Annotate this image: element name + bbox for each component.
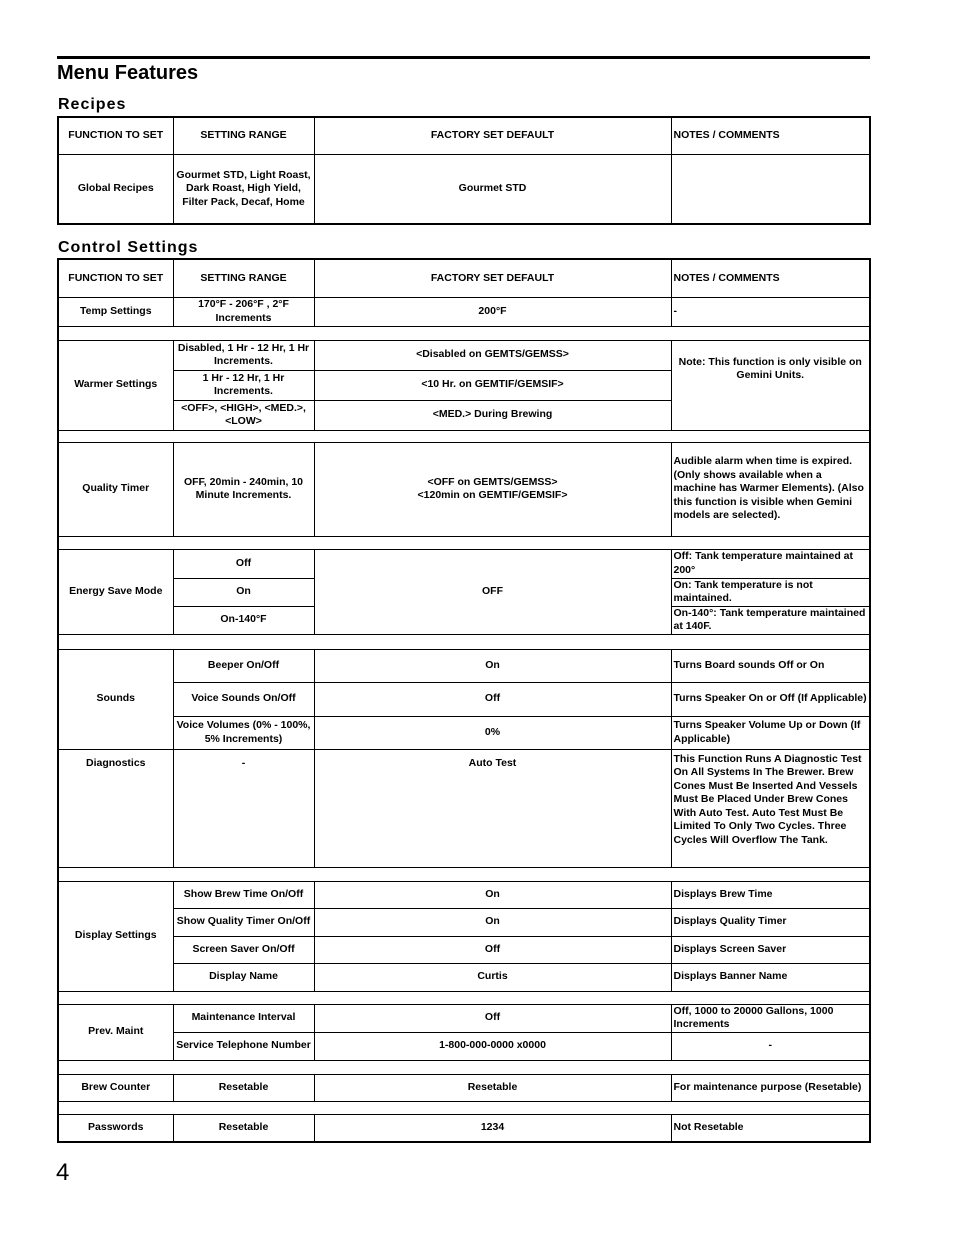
- default-line: <120min on GEMTIF/GEMSIF>: [417, 489, 568, 501]
- default-line: <OFF on GEMTS/GEMSS>: [427, 475, 558, 488]
- factory-default-cell: Off: [314, 682, 671, 716]
- setting-range-cell: On-140°F: [173, 606, 314, 634]
- header-factory-set-default: FACTORY SET DEFAULT: [314, 117, 671, 154]
- function-cell: Diagnostics: [58, 749, 173, 867]
- notes-cell: Displays Quality Timer: [671, 908, 870, 936]
- table-subrow: [58, 1032, 870, 1060]
- setting-range-cell: Beeper On/Off: [173, 649, 314, 682]
- notes-cell: Turns Board sounds Off or On: [671, 649, 870, 682]
- table-row-energy-save-mode: [58, 549, 870, 578]
- table-row-prev-maint: [58, 1004, 870, 1032]
- setting-range-cell: On: [173, 578, 314, 606]
- factory-default-cell: [314, 442, 671, 536]
- factory-default-cell: 0%: [314, 716, 671, 749]
- spacer-row: [58, 1101, 870, 1114]
- notes-cell: Off, 1000 to 20000 Gallons, 1000 Increments: [671, 1004, 870, 1032]
- function-cell: Display Settings: [58, 881, 173, 991]
- setting-range-cell: Screen Saver On/Off: [173, 936, 314, 963]
- spacer-cell: [58, 326, 870, 340]
- spacer-cell: [58, 1101, 870, 1114]
- factory-default-cell: OFF: [314, 549, 671, 634]
- setting-range-cell: Voice Sounds On/Off: [173, 682, 314, 716]
- table-row-warmer-settings: [58, 340, 870, 370]
- header-notes-comments: NOTES / COMMENTS: [671, 117, 870, 154]
- notes-cell: Off: Tank temperature maintained at 200°: [671, 549, 870, 578]
- table-subrow: [58, 716, 870, 749]
- factory-default-cell: <10 Hr. on GEMTIF/GEMSIF>: [314, 370, 671, 400]
- spacer-cell: [58, 991, 870, 1004]
- setting-range-cell: Resetable: [173, 1114, 314, 1142]
- notes-cell: On: Tank temperature is not maintained.: [671, 578, 870, 606]
- spacer-cell: [58, 1060, 870, 1074]
- factory-default-cell: Off: [314, 1004, 671, 1032]
- notes-cell: -: [671, 297, 870, 326]
- table-subrow: [58, 682, 870, 716]
- function-cell: Sounds: [58, 649, 173, 749]
- section-title-control-settings: Control Settings: [58, 239, 199, 256]
- factory-default-cell: 1234: [314, 1114, 671, 1142]
- table-row-sounds: [58, 649, 870, 682]
- header-setting-range: SETTING RANGE: [173, 117, 314, 154]
- notes-cell: Displays Banner Name: [671, 963, 870, 991]
- setting-range-cell: Resetable: [173, 1074, 314, 1101]
- setting-range-cell: 1 Hr - 12 Hr, 1 Hr Increments.: [173, 370, 314, 400]
- spacer-row: [58, 634, 870, 649]
- factory-default-cell: 1-800-000-0000 x0000: [314, 1032, 671, 1060]
- table-row-passwords: [58, 1114, 870, 1142]
- notes-cell: Not Resetable: [671, 1114, 870, 1142]
- setting-range-cell: OFF, 20min - 240min, 10 Minute Increments.: [173, 442, 314, 536]
- setting-range-cell: Gourmet STD, Light Roast, Dark Roast, High Yield, Filter Pack, Decaf, Home: [173, 154, 314, 224]
- table-row-temp-settings: [58, 297, 870, 326]
- notes-cell: This Function Runs A Diagnostic Test On All Systems In The Brewer. Brew Cones Must Be Inserted And Vessels Must Be Placed Under Brew Cones With Auto Test. Auto Test Must Be Limited To Only Two Cycles. Three Cycles Will Overflow The Tank.: [671, 749, 870, 867]
- factory-default-cell: Curtis: [314, 963, 671, 991]
- function-cell: Passwords: [58, 1114, 173, 1142]
- spacer-row: [58, 1060, 870, 1074]
- factory-default-cell: Resetable: [314, 1074, 671, 1101]
- table-row-display-settings: [58, 881, 870, 908]
- factory-default-cell: On: [314, 881, 671, 908]
- setting-range-cell: Show Quality Timer On/Off: [173, 908, 314, 936]
- function-cell: Brew Counter: [58, 1074, 173, 1101]
- notes-cell: Turns Speaker Volume Up or Down (If Applicable): [671, 716, 870, 749]
- setting-range-cell: Voice Volumes (0% - 100%, 5% Increments): [173, 716, 314, 749]
- factory-default-cell: On: [314, 908, 671, 936]
- table-row-brew-counter: [58, 1074, 870, 1101]
- notes-cell: Displays Screen Saver: [671, 936, 870, 963]
- function-cell: Temp Settings: [58, 297, 173, 326]
- top-rule: [57, 56, 870, 59]
- factory-default-cell: <MED.> During Brewing: [314, 400, 671, 430]
- page-title: Menu Features: [57, 62, 199, 84]
- header-factory-set-default: FACTORY SET DEFAULT: [314, 259, 671, 297]
- setting-range-cell: Service Telephone Number: [173, 1032, 314, 1060]
- notes-cell: [671, 154, 870, 224]
- notes-cell: -: [671, 1032, 870, 1060]
- page-number: 4: [56, 1159, 70, 1186]
- table-subrow: [58, 936, 870, 963]
- spacer-cell: [58, 634, 870, 649]
- recipes-table: [57, 116, 871, 225]
- setting-range-cell: -: [173, 749, 314, 867]
- notes-cell: Turns Speaker On or Off (If Applicable): [671, 682, 870, 716]
- table-header-row: [58, 259, 870, 297]
- header-setting-range: SETTING RANGE: [173, 259, 314, 297]
- notes-cell: Audible alarm when time is expired. (Only shows available when a machine has Warmer Elements). (Also this function is visible when Gemini models are selected).: [671, 442, 870, 536]
- table-header-row: [58, 117, 870, 154]
- header-function-to-set: FUNCTION TO SET: [58, 259, 173, 297]
- function-cell: Global Recipes: [58, 154, 173, 224]
- notes-cell: Note: This function is only visible on Gemini Units.: [671, 340, 870, 430]
- spacer-row: [58, 536, 870, 549]
- factory-default-cell: Gourmet STD: [314, 154, 671, 224]
- spacer-row: [58, 991, 870, 1004]
- notes-cell: Displays Brew Time: [671, 881, 870, 908]
- spacer-row: [58, 867, 870, 881]
- setting-range-cell: Disabled, 1 Hr - 12 Hr, 1 Hr Increments.: [173, 340, 314, 370]
- factory-default-cell: 200°F: [314, 297, 671, 326]
- header-function-to-set: FUNCTION TO SET: [58, 117, 173, 154]
- factory-default-cell: Auto Test: [314, 749, 671, 867]
- header-notes-comments: NOTES / COMMENTS: [671, 259, 870, 297]
- spacer-row: [58, 326, 870, 340]
- spacer-cell: [58, 430, 870, 442]
- table-row-diagnostics: [58, 749, 870, 867]
- spacer-row: [58, 430, 870, 442]
- table-subrow: [58, 963, 870, 991]
- section-title-recipes: Recipes: [58, 96, 127, 113]
- factory-default-cell: <Disabled on GEMTS/GEMSS>: [314, 340, 671, 370]
- notes-cell: On-140°: Tank temperature maintained at 140F.: [671, 606, 870, 634]
- setting-range-cell: Off: [173, 549, 314, 578]
- function-cell: Prev. Maint: [58, 1004, 173, 1060]
- setting-range-cell: <OFF>, <HIGH>, <MED.>, <LOW>: [173, 400, 314, 430]
- table-row-global-recipes: [58, 154, 870, 224]
- table-row-quality-timer: [58, 442, 870, 536]
- control-settings-table: [57, 258, 871, 1143]
- factory-default-cell: Off: [314, 936, 671, 963]
- setting-range-cell: 170°F - 206°F , 2°F Increments: [173, 297, 314, 326]
- setting-range-cell: Display Name: [173, 963, 314, 991]
- spacer-cell: [58, 536, 870, 549]
- setting-range-cell: Show Brew Time On/Off: [173, 881, 314, 908]
- spacer-cell: [58, 867, 870, 881]
- function-cell: Energy Save Mode: [58, 549, 173, 634]
- table-subrow: [58, 908, 870, 936]
- function-cell: Quality Timer: [58, 442, 173, 536]
- setting-range-cell: Maintenance Interval: [173, 1004, 314, 1032]
- factory-default-cell: On: [314, 649, 671, 682]
- function-cell: Warmer Settings: [58, 340, 173, 430]
- notes-cell: For maintenance purpose (Resetable): [671, 1074, 870, 1101]
